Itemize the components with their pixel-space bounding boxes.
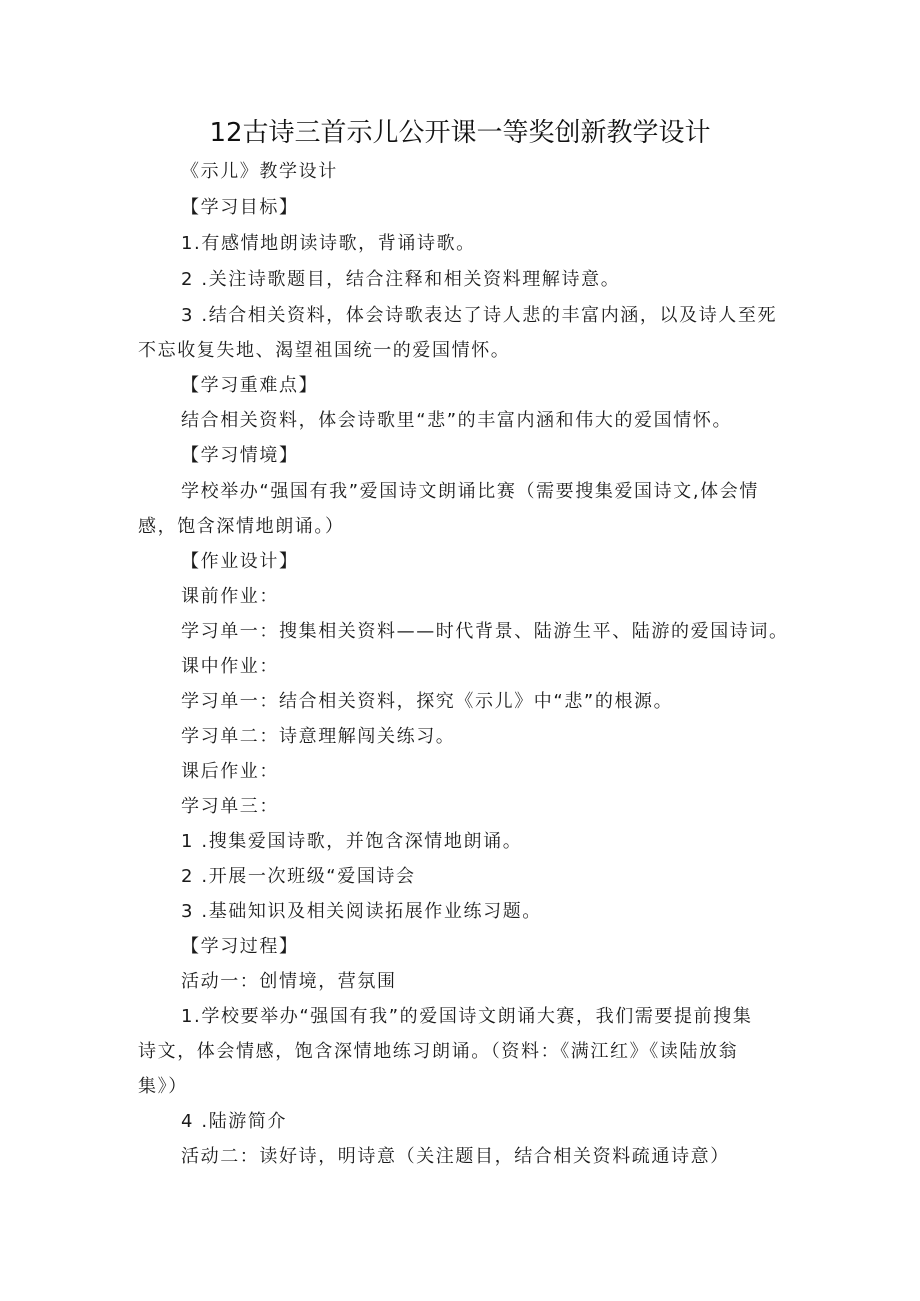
document-title: 12古诗三首示儿公开课一等奖创新教学设计 [209, 118, 711, 148]
subtitle: 《示儿》教学设计 [181, 161, 338, 182]
pre-class-worksheet-1: 学习单一：搜集相关资料——时代背景、陆游生平、陆游的爱国诗词。 [181, 621, 789, 642]
after-class-heading: 课后作业： [181, 761, 279, 782]
goal-item-3: 3 .结合相关资料，体会诗歌表达了诗人悲的丰富内涵，以及诗人至死 [181, 305, 778, 326]
section-heading-context: 【学习情境】 [181, 445, 299, 466]
in-class-worksheet-1: 学习单一：结合相关资料，探究《示儿》中“悲”的根源。 [181, 691, 674, 712]
context-text-continued: 感，饱含深情地朗诵。） [138, 516, 345, 537]
goal-item-1: 1.有感情地朗读诗歌，背诵诗歌。 [181, 233, 476, 254]
in-class-worksheet-2: 学习单二：诗意理解闯关练习。 [181, 726, 456, 747]
goal-item-3-continued: 不忘收复失地、渴望祖国统一的爱国情怀。 [138, 340, 511, 361]
section-heading-process: 【学习过程】 [181, 936, 299, 957]
activity-1-item-1-continued: 诗文，体会情感，饱含深情地练习朗诵。（资料：《满江红》《读陆放翁 [138, 1041, 739, 1062]
activity-1-item-1-continued-2: 集》） [138, 1076, 188, 1097]
section-heading-key-points: 【学习重难点】 [181, 375, 319, 396]
activity-1-item-4: 4 .陆游简介 [181, 1111, 288, 1132]
goal-item-2: 2 .关注诗歌题目，结合注释和相关资料理解诗意。 [181, 269, 621, 290]
after-class-item-2: 2 .开展一次班级“爱国诗会 [181, 866, 416, 887]
activity-1-item-1: 1.学校要举办“强国有我”的爱国诗文朗诵大赛，我们需要提前搜集 [181, 1006, 753, 1027]
pre-class-heading: 课前作业： [181, 586, 279, 607]
section-heading-goals: 【学习目标】 [181, 197, 299, 218]
after-class-item-1: 1 .搜集爱国诗歌，并饱含深情地朗诵。 [181, 831, 523, 852]
in-class-heading: 课中作业： [181, 656, 279, 677]
key-points-text: 结合相关资料，体会诗歌里“悲”的丰富内涵和伟大的爱国情怀。 [181, 410, 733, 431]
activity-1-heading: 活动一：创情境，营氛围 [181, 971, 397, 992]
after-class-worksheet-3: 学习单三： [181, 796, 279, 817]
after-class-item-3: 3 .基础知识及相关阅读拓展作业练习题。 [181, 901, 542, 922]
context-text: 学校举办“强国有我”爱国诗文朗诵比赛（需要搜集爱国诗文,体会情 [181, 481, 759, 502]
section-heading-homework: 【作业设计】 [181, 551, 299, 572]
activity-2-heading: 活动二：读好诗，明诗意（关注题目，结合相关资料疏通诗意） [181, 1146, 730, 1167]
